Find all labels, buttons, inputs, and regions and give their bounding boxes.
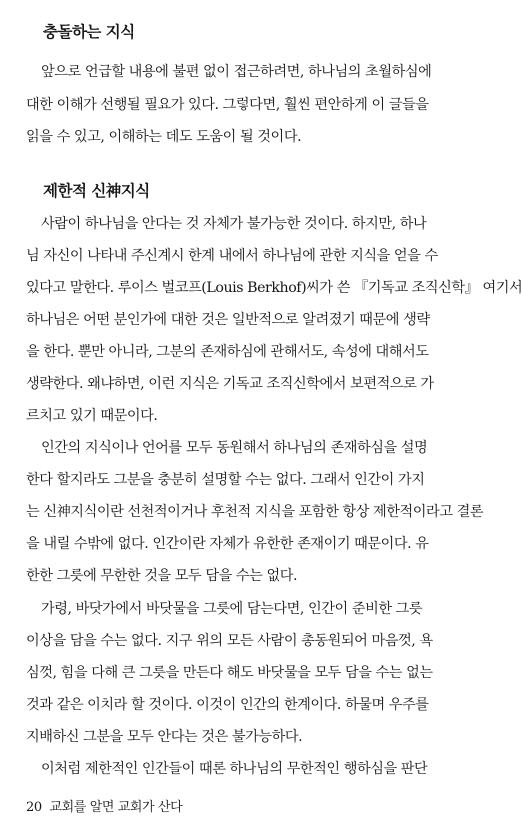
body-line: 생략한다. 왜냐하면, 이런 지식은 기독교 조직신학에서 보편적으로 가 <box>26 376 434 392</box>
body-line: 한한 그릇에 무한한 것을 모두 담을 수는 없다. <box>26 568 298 584</box>
body-line: 을 한다. 뿐만 아니라, 그분의 존재하심에 관해서도, 속성에 대해서도 <box>26 344 429 360</box>
body-line: 심껏, 힘을 다해 큰 그릇을 만든다 해도 바닷물을 모두 담을 수는 없는 <box>26 665 433 681</box>
body-line: 것과 같은 이치라 할 것이다. 이것이 인간의 한계이다. 하물며 우주를 <box>26 697 429 713</box>
body-line: 을 내릴 수밖에 없다. 인간이란 자체가 유한한 존재이기 때문이다. 유 <box>26 536 429 552</box>
body-line: 하나님은 어떤 분인가에 대한 것은 일반적으로 알려졌기 때문에 생략 <box>26 312 430 328</box>
body-line: 는 신神지식이란 선천적이거나 후천적 지식을 포함한 항상 제한적이라고 결론 <box>26 504 484 520</box>
body-line: 대한 이해가 선행될 필요가 있다. 그렇다면, 훨씬 편안하게 이 글들을 <box>26 97 429 113</box>
book-title: 교회를 알면 교회가 산다 <box>49 800 183 815</box>
body-line: 인간의 지식이나 언어를 모두 동원해서 하나님의 존재하심을 설명 <box>41 440 428 456</box>
body-line: 님 자신이 나타내 주신계시 한계 내에서 하나님에 관한 지식을 얻을 수 <box>26 248 438 264</box>
body-line: 이처럼 제한적인 인간들이 때론 하나님의 무한적인 행하심을 판단 <box>41 761 428 777</box>
page-footer <box>26 796 182 815</box>
body-line: 한다 할지라도 그분을 충분히 설명할 수는 없다. 그래서 인간이 가지 <box>26 472 425 488</box>
page-number: 20 <box>26 800 42 815</box>
body-line: 읽을 수 있고, 이해하는 데도 도움이 될 것이다. <box>26 129 302 145</box>
body-line: 있다고 말한다. 루이스 벌코프(Louis Berkhof)씨가 쓴 『기독교 조직신학』 여기서 <box>26 280 522 296</box>
body-line: 앞으로 언급할 내용에 불편 없이 접근하려면, 하나님의 초월하심에 <box>41 64 432 80</box>
body-line: 사람이 하나님을 안다는 것 자체가 불가능한 것이다. 하지만, 하나 <box>41 216 427 232</box>
section-heading: 제한적 신神지식 <box>43 182 150 200</box>
body-line: 르치고 있기 때문이다. <box>26 408 158 424</box>
section-heading: 충돌하는 지식 <box>43 23 135 41</box>
body-line: 가령, 바닷가에서 바닷물을 그릇에 담는다면, 인간이 준비한 그릇 <box>41 601 423 617</box>
body-line: 지배하신 그분을 모두 안다는 것은 불가능하다. <box>26 729 303 745</box>
body-line: 이상을 담을 수는 없다. 지구 위의 모든 사람이 총동원되어 마음껏, 욕 <box>26 633 433 649</box>
